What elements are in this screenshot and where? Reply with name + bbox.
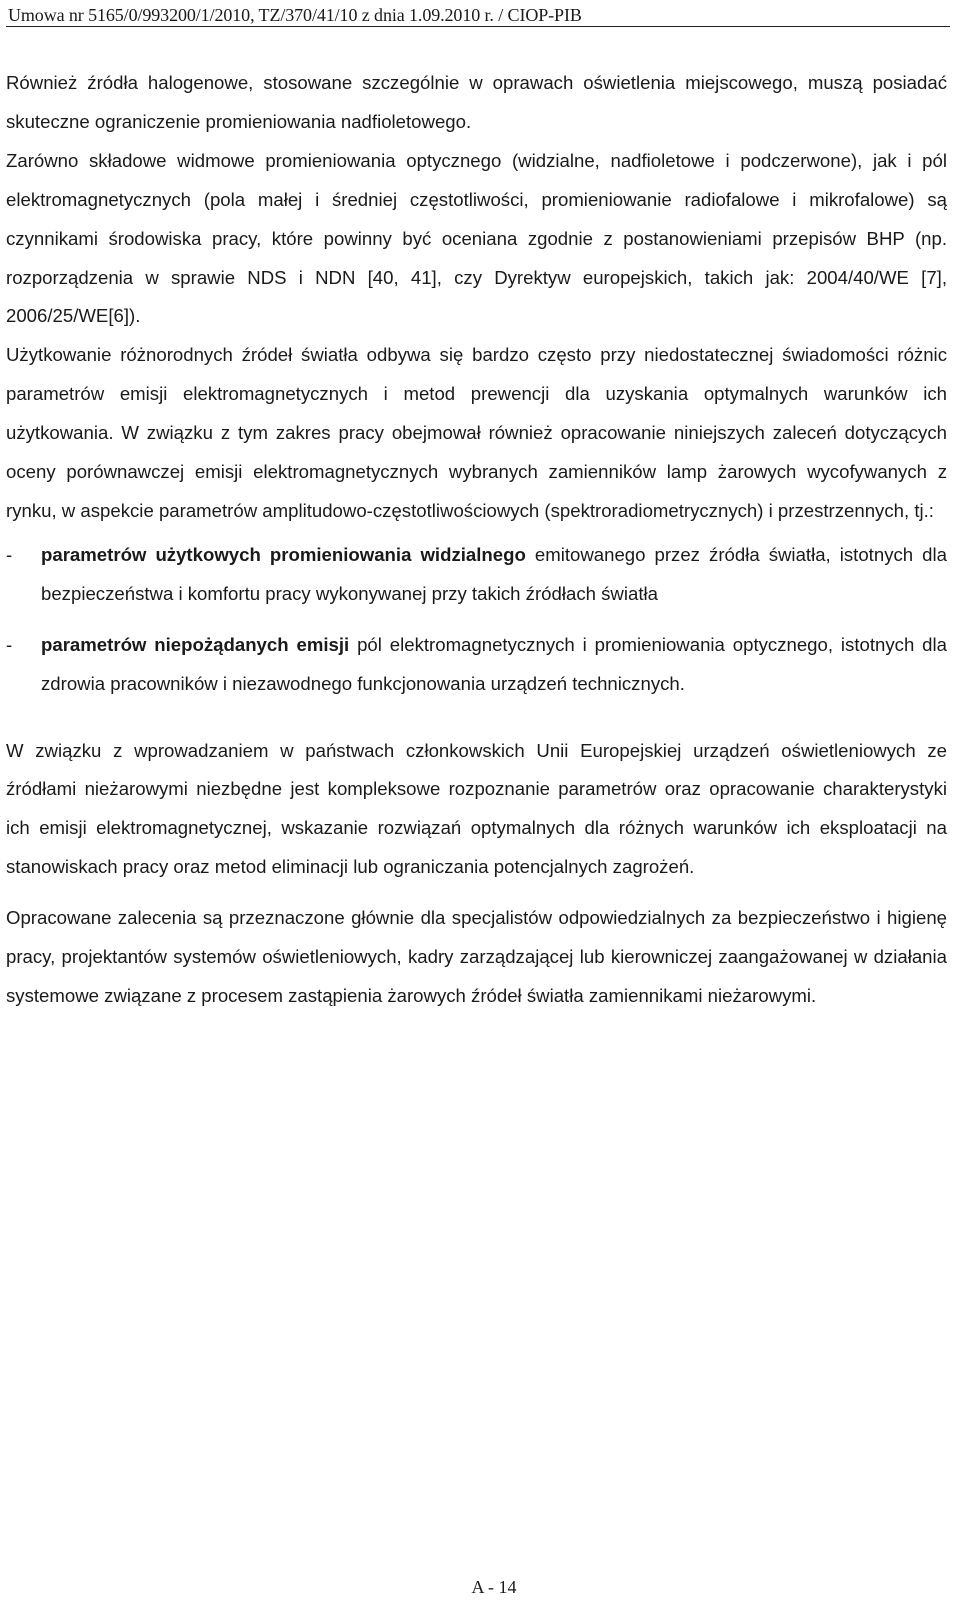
paragraph-recommendations: Opracowane zalecenia są przeznaczone głównie dla specjalistów odpowiedzialnych za bezpieczeństwo i higienę pracy, projektantów systemów oświetleniowych, kadry zarządzającej lub kierowniczej zaangażowanej w działania systemowe związane z procesem zastąpienia żarowych źródeł światła zamiennikami nieżarowymi. <box>6 907 947 1006</box>
paragraph-halogen: Również źródła halogenowe, stosowane szczególnie w oprawach oświetlenia miejscowego, muszą posiadać skuteczne ograniczenie promieniowania nadfioletowego. <box>6 72 947 132</box>
list-marker: - <box>6 543 13 565</box>
paragraph-usage-scope: Użytkowanie różnorodnych źródeł światła odbywa się bardzo często przy niedostatecznej świadomości różnic parametrów emisji elektromagnetycznych i metod prewencji dla uzyskania optymalnych warunków ich użytkowania. W związku z tym zakres pracy obejmował również opracowanie niniejszych zaleceń dotyczących oceny porównawczej emisji elektromagnetycznych wybranych zamienników lamp żarowych wycofywanych z rynku, w aspekcie parametrów amplitudowo-częstotliwościowych (spektroradiometrycznych) i przestrzennych, tj.: <box>6 344 947 521</box>
paragraph-spectral-components: Zarówno składowe widmowe promieniowania optycznego (widzialne, nadfioletowe i podczerwone), jak i pól elektromagnetycznych (pola małej i średniej częstotliwości, promieniowanie radiofalowe i mikrofalowe) są czynnikami środowiska pracy, które powinny być oceniana zgodnie z postanowieniami przepisów BHP (np. rozporządzenia w sprawie NDS i NDN [40, 41], czy Dyrektyw europejskich, takich jak: 2004/40/WE [7], 2006/25/WE[6]). <box>6 149 947 327</box>
list-marker: - <box>6 633 13 655</box>
header-rule <box>6 26 950 27</box>
parameters-list <box>6 536 947 704</box>
paragraph-eu-devices: W związku z wprowadzaniem w państwach członkowskich Unii Europejskiej urządzeń oświetleniowych ze źródłami nieżarowymi niezbędne jest kompleksowe rozpoznanie parametrów oraz opracowanie charakterystyki ich emisji elektromagnetycznej, wskazanie rozwiązań optymalnych dla różnych warunków ich eksploatacji na stanowiskach pracy oraz metod eliminacji lub ograniczania potencjalnych zagrożeń. <box>6 739 947 878</box>
list-item-text: emitowanego przez źródła światła, istotnych dla bezpieczeństwa i komfortu pracy wykonywanej przy takich źródłach światła <box>41 543 947 604</box>
list-item <box>6 626 947 704</box>
list-item-bold: parametrów użytkowych promieniowania widzialnego <box>41 543 526 565</box>
list-item-bold: parametrów niepożądanych emisji <box>41 633 350 655</box>
list-item-text: pól elektromagnetycznych i promieniowania optycznego, istotnych dla zdrowia pracowników i niezawodnego funkcjonowania urządzeń technicznych. <box>41 633 947 694</box>
document-body <box>6 64 947 1016</box>
list-item <box>6 536 947 614</box>
page-number: A - 14 <box>471 1577 517 1597</box>
page-header: Umowa nr 5165/0/993200/1/2010, TZ/370/41/10 z dnia 1.09.2010 r. / CIOP-PIB <box>8 5 582 25</box>
